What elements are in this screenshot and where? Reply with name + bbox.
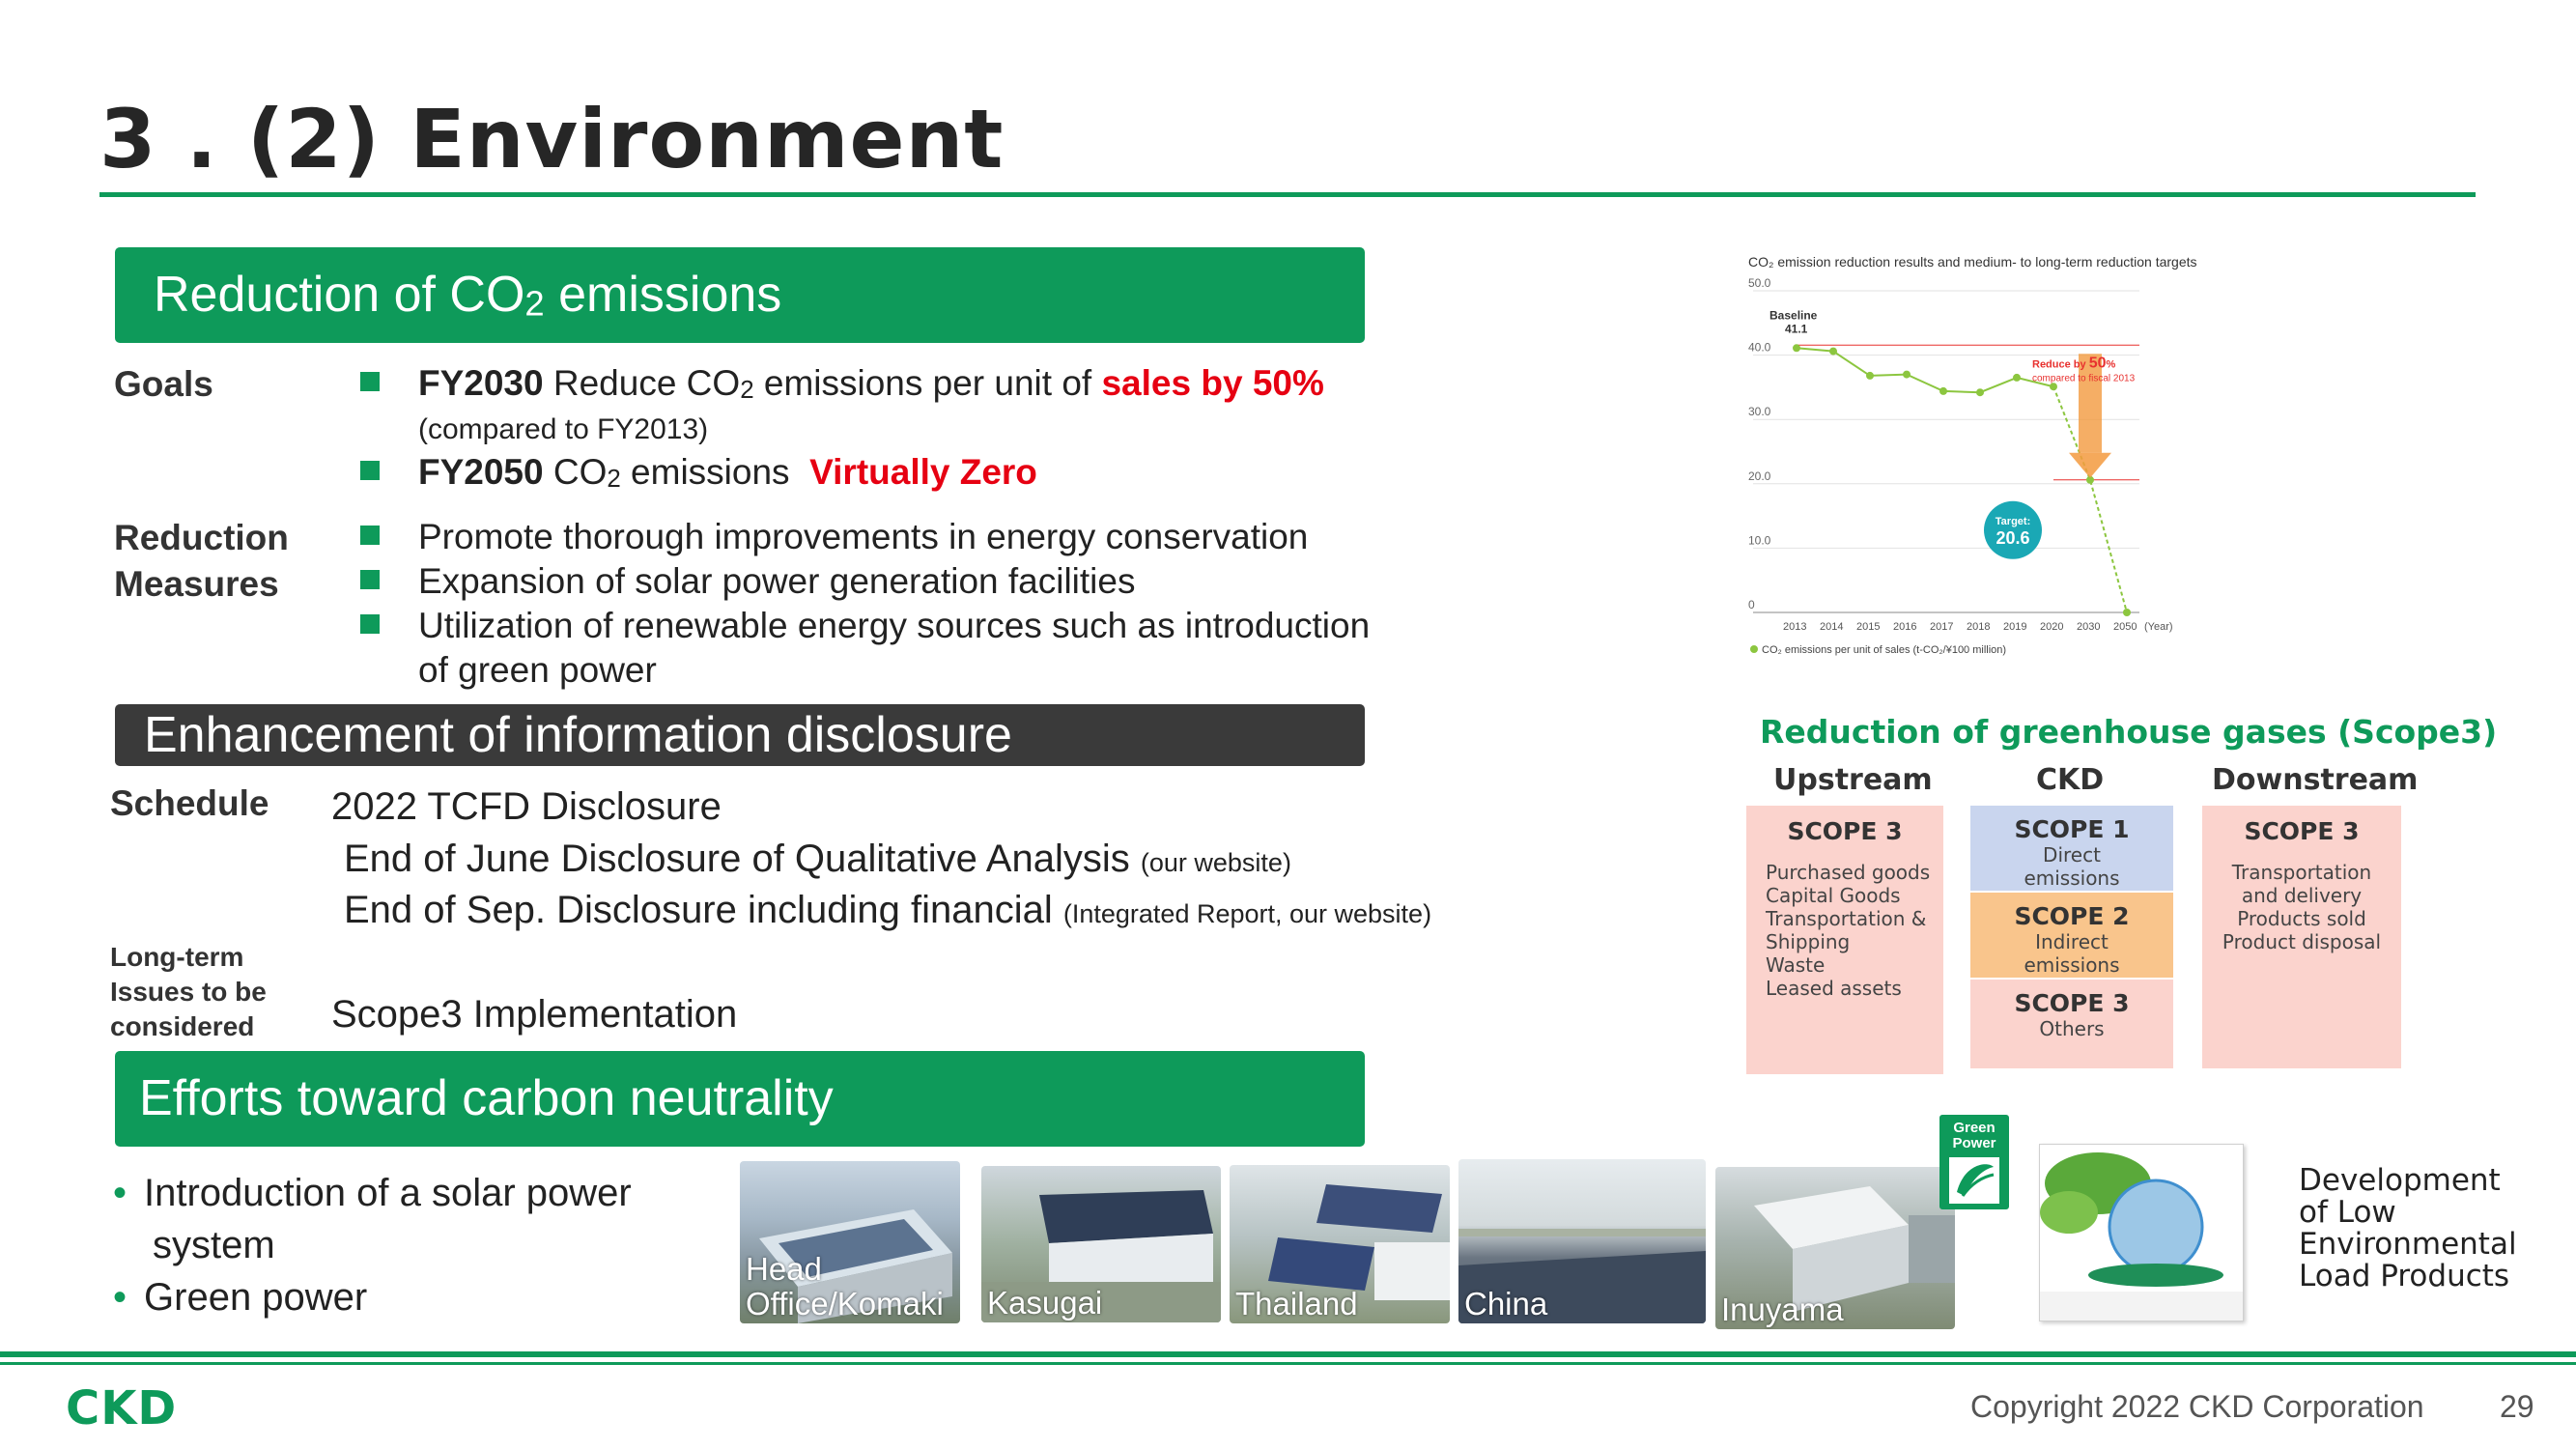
- x-tick-label: 2020: [2040, 621, 2064, 633]
- data-point: [1866, 372, 1874, 380]
- page-number: 29: [2500, 1389, 2534, 1424]
- goal-subscript: 2: [740, 377, 754, 405]
- data-point: [1793, 344, 1800, 352]
- photo-caption: China: [1464, 1286, 1548, 1321]
- measure-text: Expansion of solar power generation facilities: [418, 561, 1136, 601]
- downstream-label: Downstream: [2212, 763, 2419, 797]
- y-tick-label: 40.0: [1748, 340, 1771, 355]
- goal-subscript: 2: [607, 466, 621, 494]
- scope-title: SCOPE 1: [2014, 815, 2130, 843]
- scope-item: Transportation: [2231, 861, 2372, 884]
- goal-emphasis: sales by 50%: [1101, 363, 1324, 403]
- schedule-note: (our website): [1140, 848, 1291, 877]
- bullet-dot-icon: •: [113, 1172, 127, 1214]
- scope-item: Products sold: [2237, 907, 2366, 930]
- scope2-box: [1970, 893, 2173, 978]
- goal-2050: [360, 450, 1037, 501]
- longterm-label-line: Issues to be: [110, 977, 267, 1007]
- scope-items: [1746, 861, 1943, 1000]
- bullet-square-icon: [360, 526, 380, 545]
- x-tick-label: 2018: [1967, 621, 1991, 633]
- longterm-label-line: Long-term: [110, 942, 244, 972]
- list-item-continuation: of green power: [418, 650, 657, 690]
- caption-line: of Low: [2299, 1195, 2396, 1230]
- data-point: [1939, 387, 1947, 395]
- longterm-label: [110, 940, 267, 1044]
- bullet-square-icon: [360, 461, 380, 480]
- badge-text: Power: [1952, 1135, 1996, 1151]
- schedule-line-3: [344, 888, 1431, 936]
- scope-item: Leased assets: [1766, 977, 1902, 1000]
- section-heading-carbon-neutrality: Efforts toward carbon neutrality: [115, 1051, 1365, 1147]
- scope-title: SCOPE 3: [1787, 817, 1903, 845]
- scope-title: SCOPE 3: [2244, 817, 2360, 845]
- x-tick-label: 2030: [2077, 621, 2101, 633]
- x-tick-label: 2015: [1856, 621, 1881, 633]
- reduction-arrow-head: [2069, 453, 2111, 478]
- goal-text: CO: [543, 452, 608, 492]
- photo-inuyama: [1715, 1167, 1955, 1329]
- data-point: [1976, 388, 1984, 396]
- list-item: [113, 1167, 632, 1219]
- y-tick-label: 30.0: [1748, 405, 1771, 419]
- measure-text: Promote thorough improvements in energy conservation: [418, 517, 1309, 556]
- baseline-value: 41.1: [1785, 322, 1808, 336]
- section-heading-disclosure: Enhancement of information disclosure: [115, 704, 1365, 766]
- schedule-note: (Integrated Report, our website): [1062, 899, 1432, 928]
- badge-text: Green: [1953, 1120, 1996, 1136]
- x-tick-label: 2016: [1893, 621, 1917, 633]
- photo-kasugai: [981, 1166, 1221, 1322]
- scope-item: Direct: [2043, 843, 2101, 867]
- goal-year: FY2050: [418, 452, 544, 492]
- scope-items: [2202, 861, 2401, 953]
- bullet-square-icon: [360, 372, 380, 391]
- bullet-square-icon: [360, 614, 380, 634]
- legend-label: CO₂ emissions per unit of sales (t-CO₂/¥100 million): [1762, 644, 2007, 656]
- footer-divider-thin: [0, 1362, 2576, 1365]
- photo-china: [1458, 1159, 1706, 1323]
- x-tick-label: 2017: [1930, 621, 1954, 633]
- schedule-line-1: 2022 TCFD Disclosure: [331, 785, 722, 828]
- measures-label: [114, 515, 289, 608]
- measures-list: [360, 515, 1370, 693]
- reduce-label: Reduce by 50%: [2032, 355, 2116, 372]
- goal-2030: [360, 361, 1324, 412]
- data-point: [1903, 371, 1911, 379]
- heading-text-end: emissions: [544, 267, 782, 323]
- schedule-text: End of June Disclosure of Qualitative Analysis: [344, 838, 1130, 880]
- photo-head-office: [740, 1161, 960, 1323]
- bullet-text: Green power: [144, 1276, 368, 1319]
- heading-text: Reduction of CO: [154, 267, 525, 323]
- downstream-scope3-box: [2202, 806, 2401, 1068]
- x-tick-label: 2050: [2113, 621, 2137, 633]
- scope-title: SCOPE 3: [2014, 989, 2130, 1017]
- ckd-label: CKD: [2036, 763, 2105, 797]
- photo-caption: Inuyama: [1721, 1292, 1844, 1327]
- globe-leaves-icon: [2040, 1145, 2244, 1321]
- scope-item: Indirect: [2035, 930, 2109, 953]
- scope1-box: [1970, 806, 2173, 891]
- y-tick-label: 50.0: [1748, 276, 1771, 290]
- list-item: [360, 559, 1370, 604]
- y-tick-label: 20.0: [1748, 469, 1771, 483]
- scope-item: and delivery: [2241, 884, 2363, 907]
- bullet-square-icon: [360, 570, 380, 589]
- upstream-scope3-box: [1746, 806, 1943, 1074]
- target-value: 20.6: [1996, 527, 2030, 548]
- x-tick-label: 2013: [1783, 621, 1807, 633]
- goal-emphasis: Virtually Zero: [809, 452, 1037, 492]
- data-point: [2013, 374, 2021, 382]
- schedule-label: Schedule: [110, 783, 269, 823]
- caption-line: Environmental: [2299, 1227, 2517, 1262]
- x-axis-unit: (Year): [2144, 621, 2173, 633]
- list-item: [360, 515, 1370, 559]
- scope-item: Waste: [1766, 953, 1826, 977]
- scope-item: Purchased goods: [1766, 861, 1931, 884]
- y-tick-label: 10.0: [1748, 533, 1771, 548]
- copyright: Copyright 2022 CKD Corporation: [1970, 1389, 2424, 1424]
- page-title: 3 . (2) Environment: [99, 92, 1005, 186]
- footer-divider: [0, 1351, 2576, 1357]
- eco-booklet-image: [2039, 1144, 2244, 1321]
- leaf-icon: [1945, 1153, 2003, 1208]
- list-item: [360, 604, 1370, 648]
- schedule-line-2: [344, 837, 1291, 885]
- scope-title: SCOPE 2: [2014, 902, 2130, 930]
- scope-item: emissions: [2024, 953, 2120, 977]
- reduce-note: compared to fiscal 2013: [2032, 373, 2136, 384]
- measure-text: Utilization of renewable energy sources such as introduction: [418, 606, 1371, 645]
- legend-marker: [1750, 645, 1758, 653]
- list-item-continuation: system: [153, 1224, 275, 1266]
- data-point: [2123, 609, 2131, 616]
- measures-label-line: Measures: [114, 564, 279, 604]
- scope3-others-box: [1970, 980, 2173, 1068]
- scope-item: Capital Goods: [1766, 884, 1901, 907]
- lowload-caption: [2299, 1165, 2517, 1293]
- goal-text: Reduce CO: [543, 363, 741, 403]
- co2-emission-chart: [1739, 247, 2202, 672]
- list-item: [113, 1271, 632, 1323]
- scope-item: Shipping: [1766, 930, 1851, 953]
- scope3-title: Reduction of greenhouse gases (Scope3): [1760, 713, 2498, 751]
- chart-annotations: [1769, 308, 2136, 559]
- measures-label-line: Reduction: [114, 518, 289, 557]
- y-tick-label: 0: [1748, 598, 1755, 611]
- schedule-text: End of Sep. Disclosure including financial: [344, 889, 1053, 931]
- baseline-label: Baseline: [1769, 308, 1818, 323]
- caption-line: Load Products: [2299, 1259, 2510, 1293]
- x-tick-label: 2019: [2003, 621, 2027, 633]
- scope-item: Product disposal: [2222, 930, 2382, 953]
- chart-title: CO₂ emission reduction results and medium- to long-term reduction targets: [1748, 254, 2197, 270]
- data-point: [1829, 348, 1837, 355]
- data-point: [2050, 383, 2057, 390]
- scope-item: Transportation &: [1766, 907, 1927, 930]
- title-divider: [99, 192, 2476, 197]
- longterm-text: Scope3 Implementation: [331, 993, 738, 1036]
- longterm-label-line: considered: [110, 1011, 255, 1041]
- ckd-logo: CKD: [66, 1381, 178, 1435]
- target-label: Target:: [1995, 515, 2031, 527]
- bullet-text: Introduction of a solar power: [144, 1172, 632, 1214]
- bullet-dot-icon: •: [113, 1276, 127, 1319]
- heading-subscript: 2: [524, 283, 545, 324]
- carbon-bullets: [113, 1167, 632, 1323]
- photo-caption: Thailand: [1235, 1286, 1358, 1321]
- chart-legend: [1750, 644, 2006, 656]
- photo-thailand: [1230, 1165, 1450, 1323]
- x-tick-label: 2014: [1820, 621, 1844, 633]
- goal-text-end: emissions per unit of: [753, 363, 1102, 403]
- upstream-label: Upstream: [1773, 763, 1933, 797]
- scope-item: emissions: [2024, 867, 2120, 890]
- goal-note: (compared to FY2013): [418, 413, 709, 445]
- photo-caption: Kasugai: [987, 1285, 1103, 1321]
- section-heading-co2: [115, 247, 1365, 343]
- scope-item: Others: [2039, 1017, 2105, 1040]
- green-power-badge: [1939, 1115, 2009, 1209]
- caption-line: Development: [2299, 1163, 2501, 1198]
- photo-caption: Head Office/Komaki: [746, 1251, 944, 1321]
- goals-label: Goals: [114, 364, 213, 404]
- goal-year: FY2030: [418, 363, 544, 403]
- goal-text-end: emissions: [620, 452, 790, 492]
